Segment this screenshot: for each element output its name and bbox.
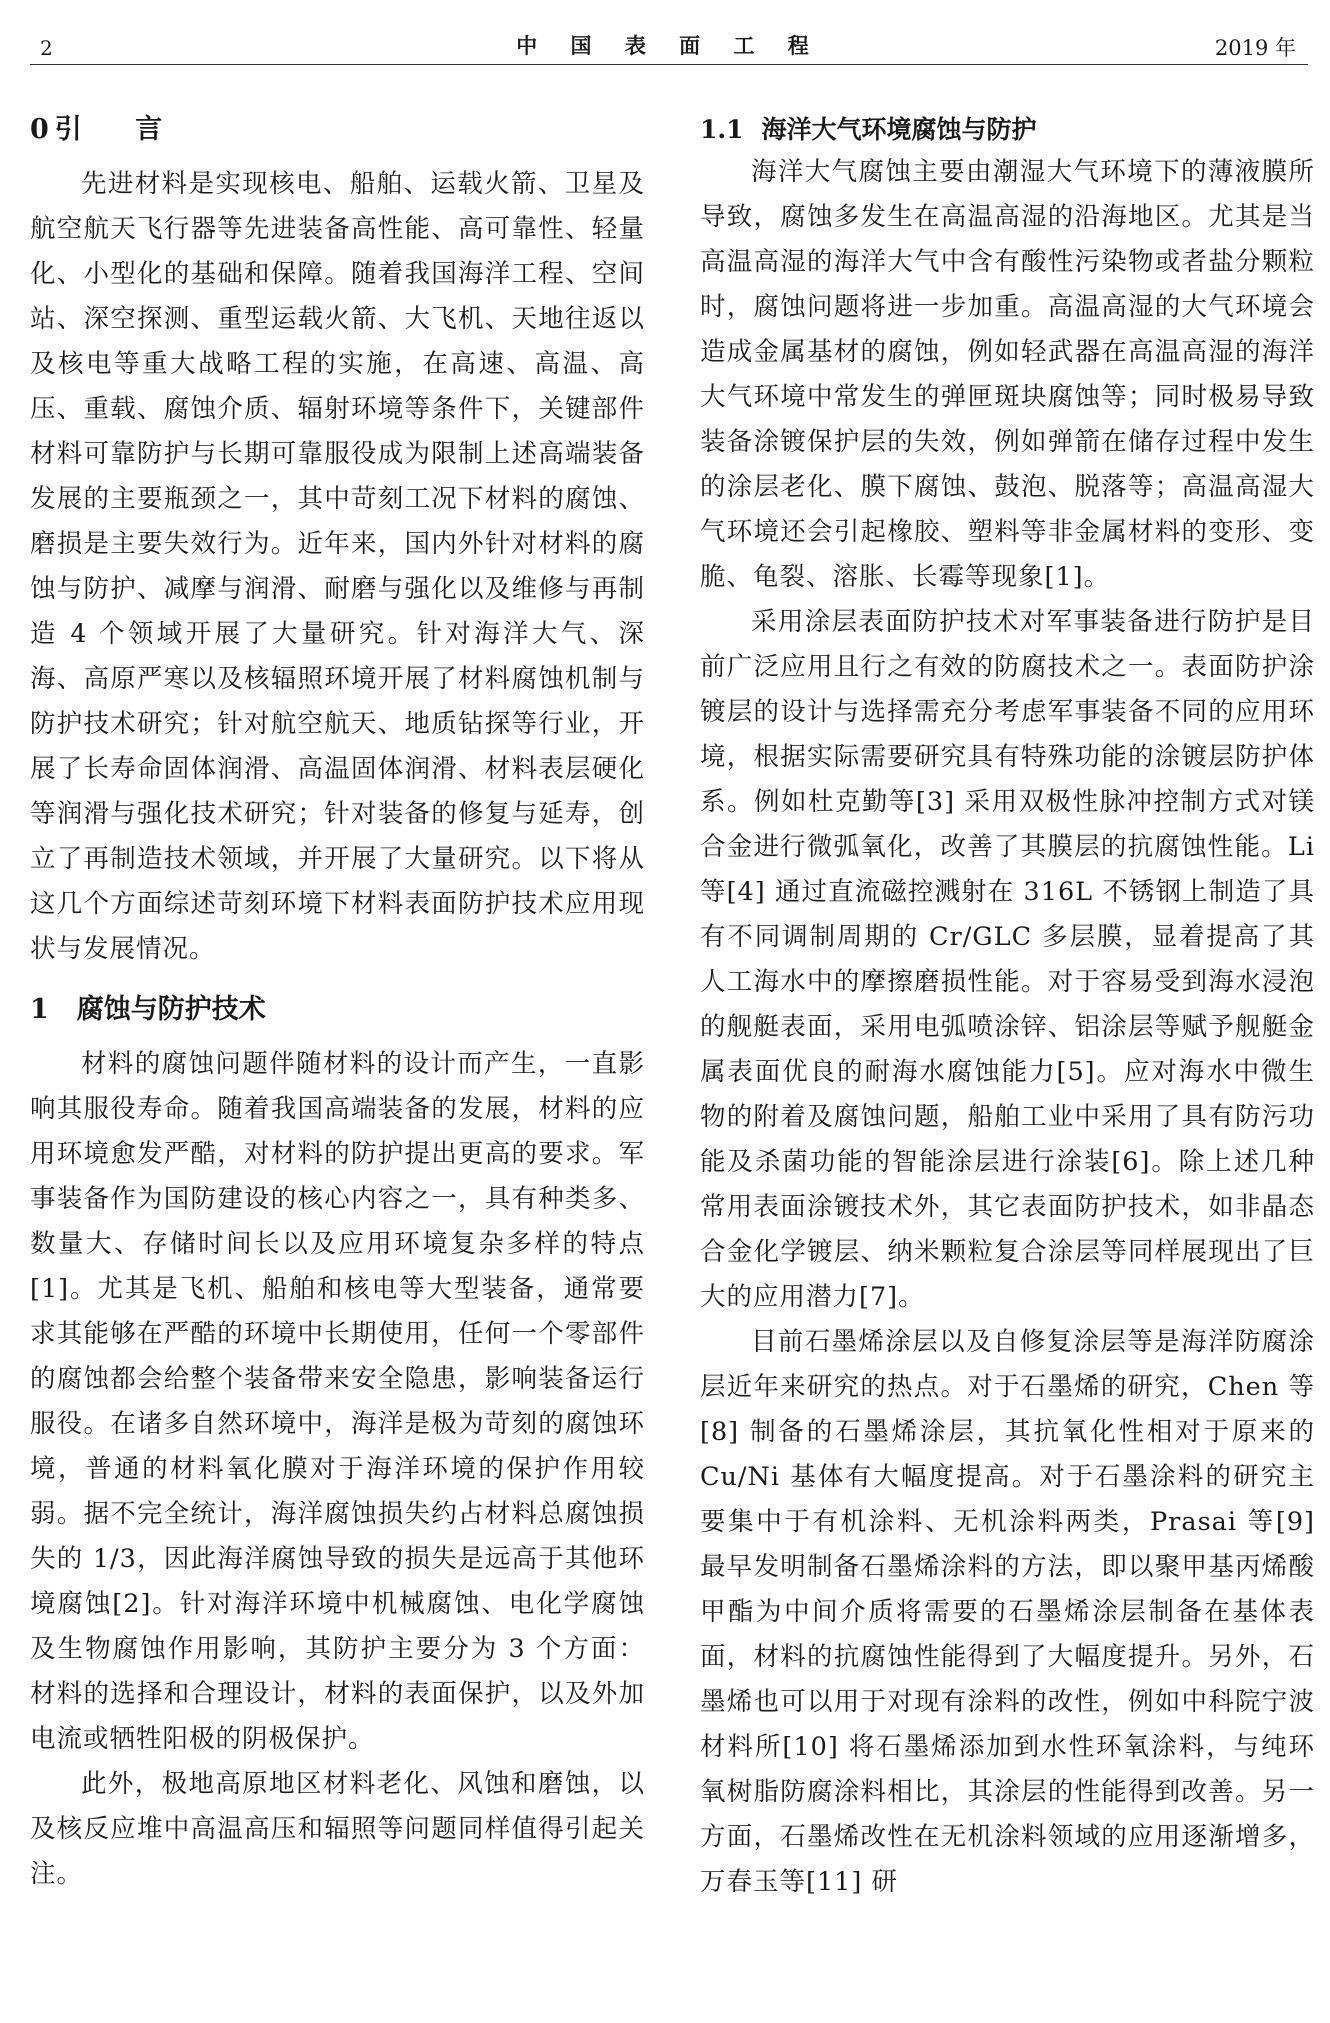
subsection-number: 1.1 — [700, 115, 744, 144]
intro-paragraph: 先进材料是实现核电、船舶、运载火箭、卫星及航空航天飞行器等先进装备高性能、高可靠性、轻量化、小型化的基础和保障。随着我国海洋工程、空间站、深空探测、重型运载火箭、大飞机、天地往返以及核电等重大战略工程的实施，在高速、高温、高压、重载、腐蚀介质、辐射环境等条件下，关键部件材料可靠防护与长期可靠服役成为限制上述高端装备发展的主要瓶颈之一，其中苛刻工况下材料的腐蚀、磨损是主要失效行为。近年来，国内外针对材料的腐蚀与防护、减摩与润滑、耐磨与强化以及维修与再制造 4 个领域开展了大量研究。针对海洋大气、深海、高原严寒以及核辐照环境开展了材料腐蚀机制与防护技术研究；针对航空航天、地质钻探等行业，开展了长寿命固体润滑、高温固体润滑、材料表层硬化等润滑与强化技术研究；针对装备的修复与延寿，创立了再制造技术领域，并开展了大量研究。以下将从这几个方面综述苛刻环境下材料表面防护技术应用现状与发展情况。 — [30, 169, 645, 964]
subsection-title: 海洋大气环境腐蚀与防护 — [761, 115, 1037, 144]
right-column — [700, 110, 1315, 1905]
issue-year: 2019 年 — [1214, 36, 1296, 60]
page-header — [30, 24, 1308, 65]
page-number: 2 — [40, 36, 53, 60]
section-title: 腐蚀与防护技术 — [76, 994, 266, 1025]
body-paragraph: 此外，极地高原地区材料老化、风蚀和磨蚀，以及核反应堆中高温高压和辐照等问题同样值得引起关注。 — [30, 1769, 645, 1889]
left-column — [30, 110, 645, 1897]
section-number: 0 — [30, 114, 49, 145]
section-title: 引 言 — [54, 114, 185, 145]
journal-title: 中 国 表 面 工 程 — [516, 34, 822, 58]
section-number: 1 — [30, 994, 49, 1025]
body-paragraph: 采用涂层表面防护技术对军事装备进行防护是目前广泛应用且行之有效的防腐技术之一。表面防护涂镀层的设计与选择需充分考虑军事装备不同的应用环境，根据实际需要研究具有特殊功能的涂镀层防护体系。例如杜克勤等[3] 采用双极性脉冲控制方式对镁合金进行微弧氧化，改善了其膜层的抗腐蚀性能。Li 等[4] 通过直流磁控溅射在 316L 不锈钢上制造了具有不同调制周期的 Cr/GLC 多层膜，显着提高了其人工海水中的摩擦磨损性能。对于容易受到海水浸泡的舰艇表面，采用电弧喷涂锌、铝涂层等赋予舰艇金属表面优良的耐海水腐蚀能力[5]。应对海水中微生物的附着及腐蚀问题，船舶工业中采用了具有防污功能及杀菌功能的智能涂层进行涂装[6]。除上述几种常用表面涂镀技术外，其它表面防护技术，如非晶态合金化学镀层、纳米颗粒复合涂层等同样展现出了巨大的应用潜力[7]。 — [700, 607, 1315, 1312]
body-paragraph: 海洋大气腐蚀主要由潮湿大气环境下的薄液膜所导致，腐蚀多发生在高温高湿的沿海地区。尤其是当高温高湿的海洋大气中含有酸性污染物或者盐分颗粒时，腐蚀问题将进一步加重。高温高湿的大气环境会造成金属基材的腐蚀，例如轻武器在高温高湿的海洋大气环境中常发生的弹匣斑块腐蚀等；同时极易导致装备涂镀保护层的失效，例如弹箭在储存过程中发生的涂层老化、膜下腐蚀、鼓泡、脱落等；高温高湿大气环境还会引起橡胶、塑料等非金属材料的变形、变脆、龟裂、溶胀、长霉等现象[1]。 — [700, 157, 1315, 592]
section-1-heading — [30, 990, 645, 1030]
body-paragraph: 材料的腐蚀问题伴随材料的设计而产生，一直影响其服役寿命。随着我国高端装备的发展，材料的应用环境愈发严酷，对材料的防护提出更高的要求。军事装备作为国防建设的核心内容之一，具有种类多、数量大、存储时间长以及应用环境复杂多样的特点[1]。尤其是飞机、船舶和核电等大型装备，通常要求其能够在严酷的环境中长期使用，任何一个零部件的腐蚀都会给整个装备带来安全隐患，影响装备运行服役。在诸多自然环境中，海洋是极为苛刻的腐蚀环境，普通的材料氧化膜对于海洋环境的保护作用较弱。据不完全统计，海洋腐蚀损失约占材料总腐蚀损失的 1/3，因此海洋腐蚀导致的损失是远高于其他环境腐蚀[2]。针对海洋环境中机械腐蚀、电化学腐蚀及生物腐蚀作用影响，其防护主要分为 3 个方面：材料的选择和合理设计，材料的表面保护，以及外加电流或牺牲阳极的阴极保护。 — [30, 1049, 645, 1754]
section-0-heading — [30, 110, 645, 150]
subsection-1-1-heading — [700, 110, 1315, 150]
body-paragraph: 目前石墨烯涂层以及自修复涂层等是海洋防腐涂层近年来研究的热点。对于石墨烯的研究，Chen 等[8] 制备的石墨烯涂层，其抗氧化性相对于原来的 Cu/Ni 基体有大幅度提高。对于石墨涂料的研究主要集中于有机涂料、无机涂料两类，Prasai 等[9] 最早发明制备石墨烯涂料的方法，即以聚甲基丙烯酸甲酯为中间介质将需要的石墨烯涂层制备在基体表面，材料的抗腐蚀性能得到了大幅度提升。另外，石墨烯也可以用于对现有涂料的改性，例如中科院宁波材料所[10] 将石墨烯添加到水性环氧涂料，与纯环氧树脂防腐涂料相比，其涂层的性能得到改善。另一方面，石墨烯改性在无机涂料领域的应用逐渐增多，万春玉等[11] 研 — [700, 1327, 1315, 1897]
